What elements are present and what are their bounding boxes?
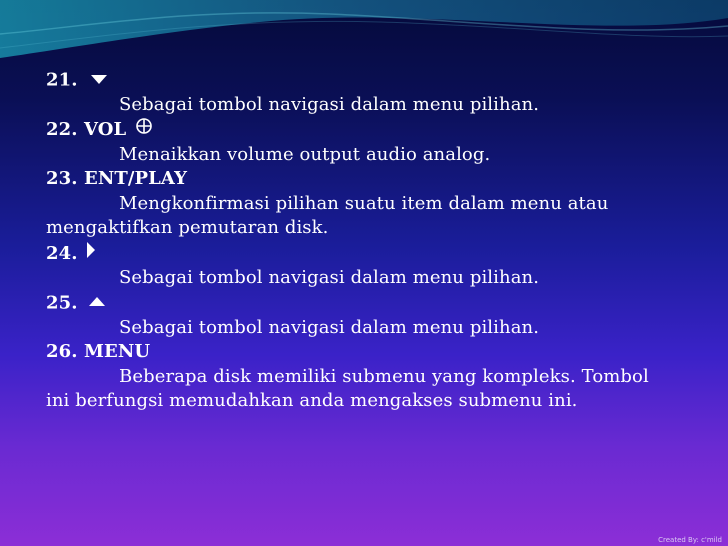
item-22-description: Menaikkan volume output audio analog. <box>119 143 491 165</box>
slide-content <box>46 68 666 414</box>
item-number: 25. <box>46 292 78 313</box>
item-number: 24. <box>46 242 78 264</box>
item-23-description: Mengkonfirmasi pilihan suatu item dalam menu atau mengaktifkan pemutaran disk. <box>46 192 609 239</box>
triangle-right-icon <box>86 241 96 267</box>
item-25-description: Sebagai tombol navigasi dalam menu pilihan. <box>119 316 540 338</box>
item-label: ENT/PLAY <box>84 168 188 190</box>
item-24-description: Sebagai tombol navigasi dalam menu pilihan. <box>119 267 540 289</box>
item-number: 22. <box>46 119 78 140</box>
item-number: 21. <box>46 69 78 91</box>
item-21-description: Sebagai tombol navigasi dalam menu pilihan. <box>119 93 540 115</box>
item-number: 26. <box>46 341 78 362</box>
item-26-description: Beberapa disk memiliki submenu yang kompleks. Tombol ini berfungsi memudahkan anda mengakses submenu ini. <box>46 365 649 411</box>
item-23-heading <box>46 167 666 192</box>
item-24-heading <box>46 241 666 267</box>
item-number: 23. <box>46 168 78 190</box>
decorative-wave <box>0 0 728 62</box>
item-label: VOL <box>84 119 127 140</box>
item-22-heading <box>46 117 666 143</box>
triangle-up-icon <box>88 291 106 316</box>
item-21-heading <box>46 68 666 93</box>
circle-plus-icon <box>135 117 153 143</box>
item-25-heading <box>46 291 666 316</box>
item-label: MENU <box>84 341 151 362</box>
triangle-down-icon <box>90 68 108 93</box>
item-26-heading <box>46 340 666 365</box>
footer-credit: Created By: c'mild <box>658 536 722 544</box>
